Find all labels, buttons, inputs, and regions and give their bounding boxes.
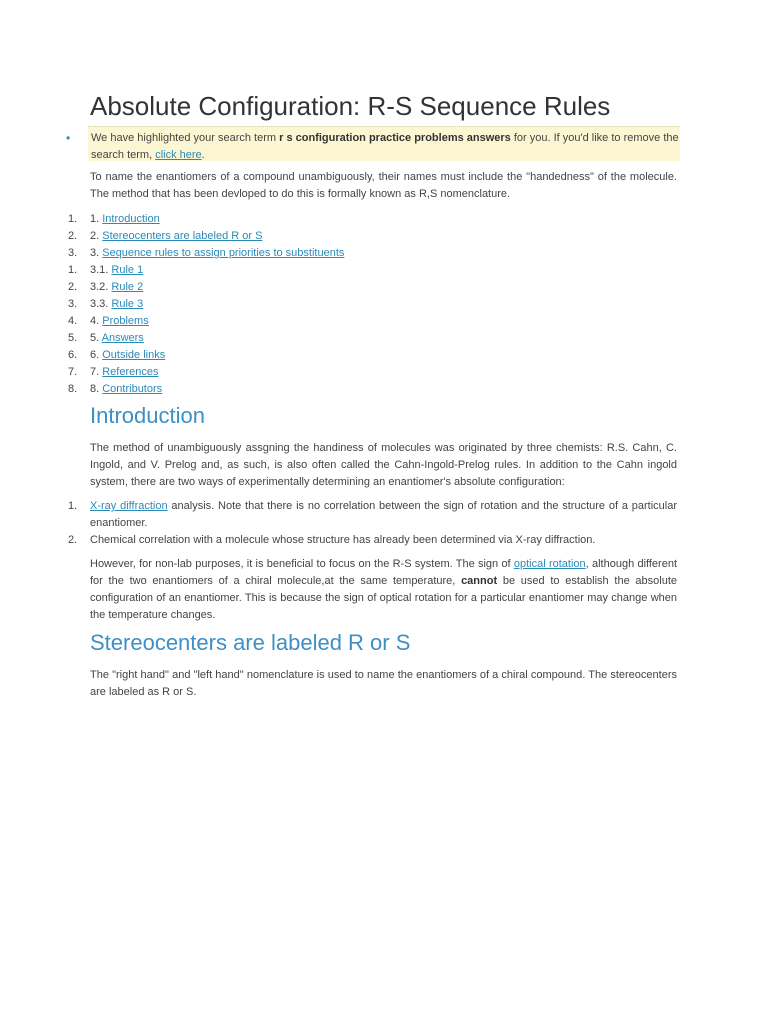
toc-item <box>0 313 768 330</box>
para-text: However, for non-lab purposes, it is beneficial to focus on the R-S system. The sign of <box>90 558 514 570</box>
toc-item <box>0 364 768 381</box>
list-number: 2. <box>68 534 78 546</box>
stereocenters-paragraph: The "right hand" and "left hand" nomenclature is used to name the enantiomers of a chiral compound. The stereocenters are labeled as R or S. <box>90 669 677 698</box>
toc-link-references[interactable]: References <box>102 366 159 378</box>
notice-suffix: . <box>201 149 205 161</box>
toc-number: 5. <box>68 332 78 344</box>
toc-item <box>0 262 768 279</box>
toc-item <box>0 381 768 398</box>
toc-number: 6. <box>68 349 78 361</box>
optical-rotation-link[interactable]: optical rotation <box>513 558 586 570</box>
toc-link-rule-2[interactable]: Rule 2 <box>111 281 144 293</box>
notice-text <box>91 130 679 164</box>
toc-link-problems[interactable]: Problems <box>102 315 149 327</box>
toc-prefix: 3.2. <box>90 281 112 293</box>
toc-number: 1. <box>68 213 78 225</box>
toc-prefix: 7. <box>90 366 103 378</box>
toc-prefix: 8. <box>90 383 103 395</box>
toc-item <box>0 330 768 347</box>
toc-prefix: 3.3. <box>90 298 112 310</box>
toc-item <box>0 279 768 296</box>
toc-number: 2. <box>68 281 78 293</box>
toc-link-answers[interactable]: Answers <box>101 332 144 344</box>
page-title: Absolute Configuration: R-S Sequence Rules <box>90 91 611 121</box>
toc-prefix: 4. <box>90 315 103 327</box>
toc-number: 3. <box>68 247 78 259</box>
stereocenters-heading: Stereocenters are labeled R or S <box>90 630 411 655</box>
toc-item <box>0 296 768 313</box>
introduction-paragraph: The method of unambiguously assgning the handiness of molecules was originated by three chemists: R.S. Cahn, C. Ingold, and V. Prelog and, as such, is also often called the Cahn-Ingold-Prelog rules. In addition to the Cahn ingold system, there are two ways of experimentally determining an enantiomer's absolute configuration: <box>90 442 677 488</box>
toc-link-sequence-rules[interactable]: Sequence rules to assign priorities to substituents <box>102 247 345 259</box>
search-highlight-notice <box>66 126 680 161</box>
intro-paragraph: To name the enantiomers of a compound unambiguously, their names must include the "handedness" of the molecule. The method that has been devloped to do this is formally known as R,S nomenclature. <box>90 171 677 200</box>
x-ray-diffraction-link[interactable]: X-ray diffraction <box>90 500 168 512</box>
toc-item <box>0 347 768 364</box>
list-item-text: Chemical correlation with a molecule whose structure has already been determined via X-ray diffraction. <box>90 534 596 546</box>
table-of-contents <box>0 211 768 398</box>
toc-link-introduction[interactable]: Introduction <box>102 213 160 225</box>
methods-list <box>0 498 768 549</box>
toc-link-rule-3[interactable]: Rule 3 <box>111 298 144 310</box>
toc-prefix: 6. <box>90 349 103 361</box>
notice-middle: for you. If you'd like to remove the search term, <box>91 132 679 161</box>
toc-number: 8. <box>68 383 78 395</box>
toc-item <box>0 211 768 228</box>
list-item <box>0 498 768 532</box>
toc-link-contributors[interactable]: Contributors <box>102 383 163 395</box>
toc-number: 3. <box>68 298 78 310</box>
para-text: , although different for the two enantiomers of a chiral molecule,at the same temperature, <box>90 558 678 587</box>
optical-rotation-paragraph <box>90 556 677 624</box>
notice-prefix: We have highlighted your search term <box>91 132 280 144</box>
toc-prefix: 3. <box>90 247 103 259</box>
cannot-emphasis: cannot <box>461 575 498 587</box>
toc-number: 2. <box>68 230 78 242</box>
bullet-icon: • <box>66 131 71 145</box>
toc-number: 1. <box>68 264 78 276</box>
toc-link-stereocenters[interactable]: Stereocenters are labeled R or S <box>102 230 263 242</box>
search-term: r s configuration practice problems answers <box>279 132 511 144</box>
remove-search-term-link[interactable]: click here <box>155 149 202 161</box>
toc-number: 4. <box>68 315 78 327</box>
toc-prefix: 1. <box>90 213 103 225</box>
introduction-heading: Introduction <box>90 403 205 428</box>
para-text: be used to establish the absolute configuration of an enantiomer. This is because the sign of optical rotation for a particular enantiomer may change when the temperature changes. <box>90 575 677 621</box>
toc-item <box>0 245 768 262</box>
toc-prefix: 2. <box>90 230 103 242</box>
toc-link-outside-links[interactable]: Outside links <box>102 349 166 361</box>
toc-prefix: 5. <box>90 332 102 344</box>
list-number: 1. <box>68 500 78 512</box>
list-item-text: analysis. Note that there is no correlation between the sign of rotation and the structure of a particular enantiomer. <box>90 500 678 529</box>
toc-number: 7. <box>68 366 78 378</box>
toc-item <box>0 228 768 245</box>
list-item <box>0 532 768 549</box>
toc-prefix: 3.1. <box>90 264 112 276</box>
toc-link-rule-1[interactable]: Rule 1 <box>111 264 144 276</box>
